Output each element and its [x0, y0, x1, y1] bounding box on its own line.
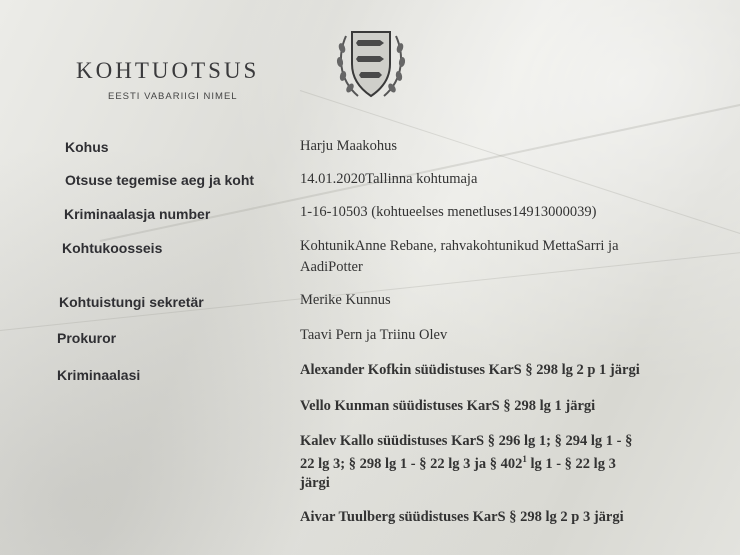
field-value-court-composition-line2: AadiPotter — [300, 259, 363, 275]
field-value-court-secretary: Merike Kunnus — [300, 292, 391, 308]
criminal-case-entry-line2: 22 lg 3; § 298 lg 1 - § 22 lg 3 ja § $402^1$ lg 1 - § 22 lg 3 — [300, 454, 616, 472]
field-label-case-number: Kriminaalasja number — [64, 206, 211, 222]
field-value-case-number: 1-16-10503 (kohtueelses menetluses14913000039) — [300, 204, 597, 220]
criminal-case-entry: Kalev Kallo süüdistuses KarS § 296 lg 1; § 294 lg 1 - § — [300, 433, 633, 449]
document-title: KOHTUOTSUS — [76, 58, 260, 83]
criminal-case-entry-line3: järgi — [300, 475, 330, 491]
field-label-criminal-case: Kriminaalasi — [57, 367, 141, 383]
field-label-decision-time-place: Otsuse tegemise aeg ja koht — [65, 172, 255, 188]
field-label-prosecutor: Prokuror — [57, 330, 117, 346]
field-label-court-secretary: Kohtuistungi sekretär — [59, 294, 204, 310]
field-label-kohus: Kohus — [65, 139, 109, 155]
estonian-coat-of-arms-icon — [336, 24, 406, 102]
criminal-case-entry: Alexander Kofkin süüdistuses KarS § 298 lg 2 p 1 järgi — [300, 362, 640, 378]
field-label-court-composition: Kohtukoosseis — [62, 240, 163, 256]
field-value-prosecutor: Taavi Pern ja Triinu Olev — [300, 327, 448, 343]
field-value-court-composition-line1: KohtunikAnne Rebane, rahvakohtunikud MettaSarri ja — [300, 238, 619, 254]
criminal-case-entry: Aivar Tuulberg süüdistuses KarS § 298 lg 2 p 3 järgi — [300, 509, 624, 525]
field-value-kohus: Harju Maakohus — [300, 138, 398, 154]
document-subtitle: EESTI VABARIIGI NIMEL — [108, 91, 238, 102]
field-value-decision-time-place: 14.01.2020Tallinna kohtumaja — [300, 171, 478, 187]
criminal-case-entry: Vello Kunman süüdistuses KarS § 298 lg 1 järgi — [300, 398, 596, 414]
